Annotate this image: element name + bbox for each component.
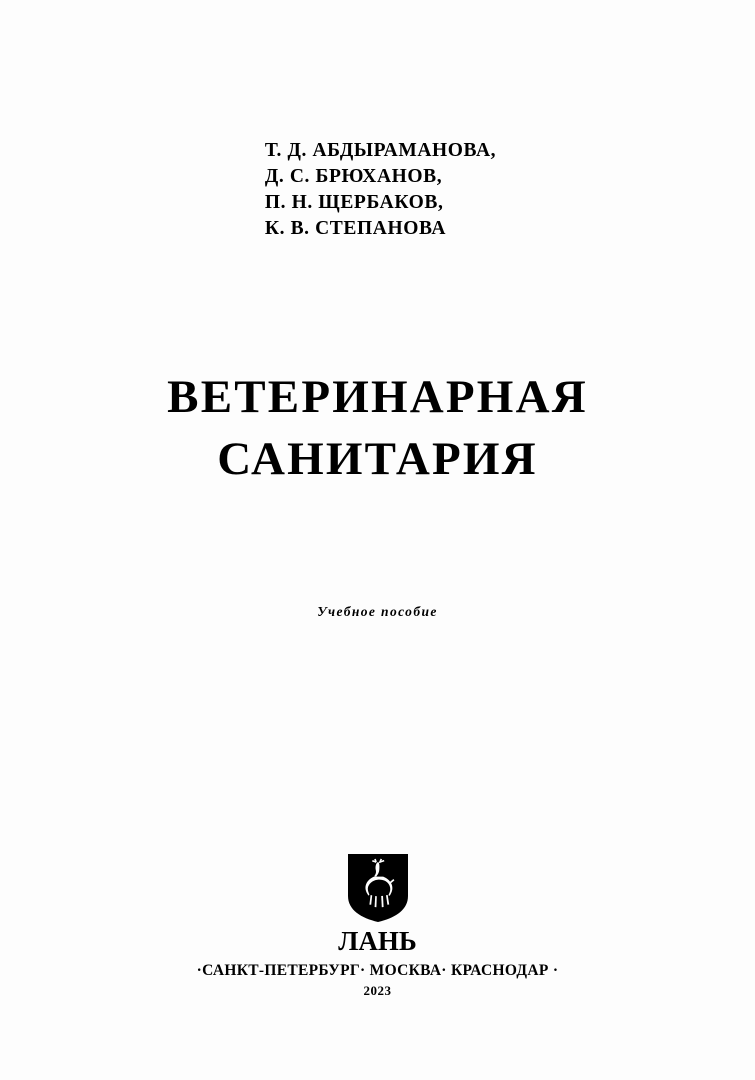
publisher-logo	[0, 852, 755, 956]
authors-block	[0, 138, 755, 242]
subtitle: Учебное пособие	[317, 604, 438, 619]
author-line-3: П. Н. ЩЕРБАКОВ,	[264, 192, 444, 213]
title-line-2: САНИТАРИЯ	[217, 433, 538, 485]
page-title	[0, 366, 755, 490]
author-line-2: Д. С. БРЮХАНОВ,	[264, 166, 443, 187]
title-line-1: ВЕТЕРИНАРНАЯ	[167, 371, 588, 423]
author-line-1: Т. Д. АБДЫРАМАНОВА,	[264, 140, 497, 161]
publisher-cities: ·САНКТ-ПЕТЕРБУРГ· МОСКВА· КРАСНОДАР ·	[196, 962, 559, 979]
deer-in-shield-icon	[345, 852, 411, 924]
publisher-wordmark: ЛАНЬ	[338, 926, 417, 956]
author-line-4: К. В. СТЕПАНОВА	[264, 218, 447, 239]
publication-year: 2023	[363, 983, 392, 998]
